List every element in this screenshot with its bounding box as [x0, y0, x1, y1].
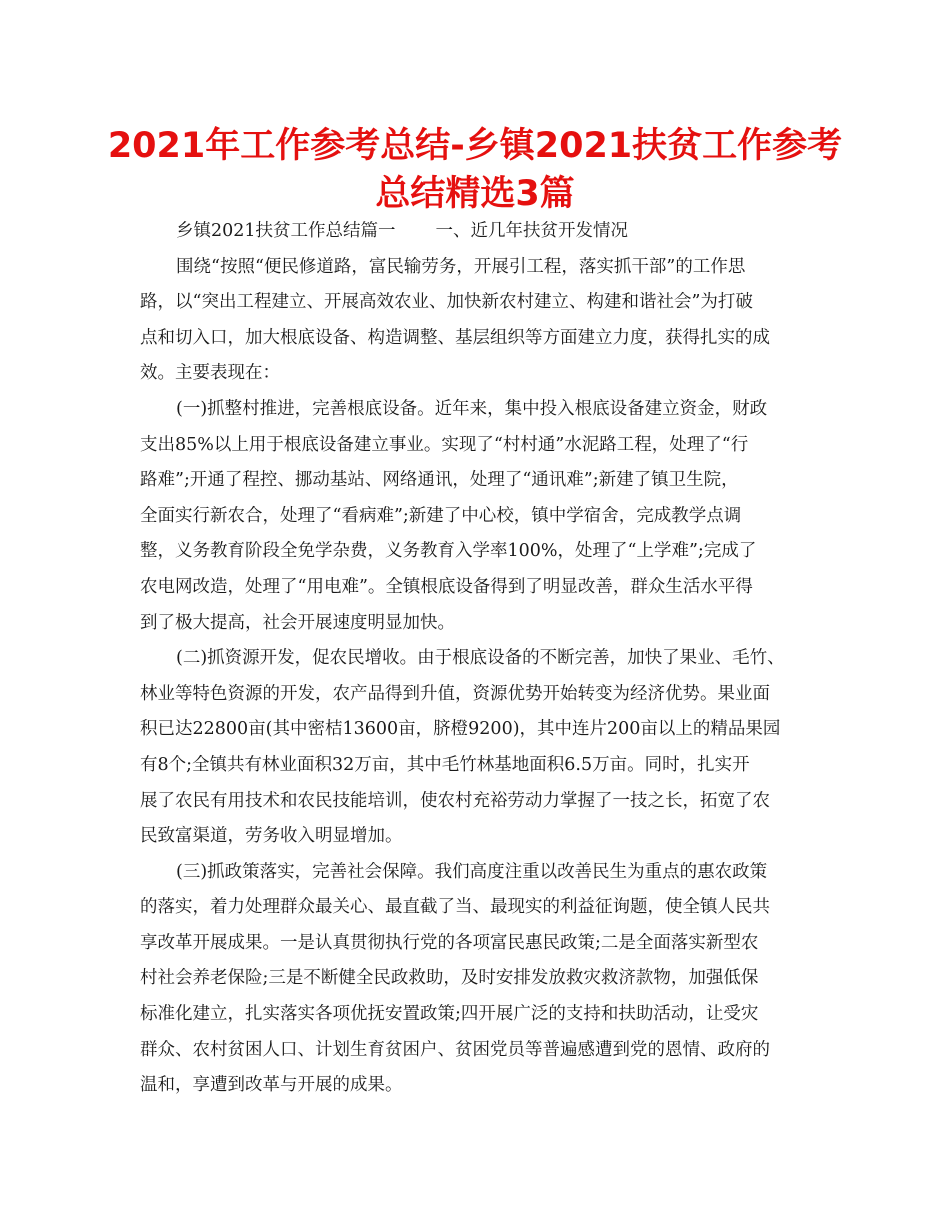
paragraph-line: 整，义务教育阶段全免学杂费，义务教育入学率100%，处理了“上学难”;完成了: [140, 541, 757, 562]
paragraph-line: 群众、农村贫困人口、计划生育贫困户、贫困党员等普遍感遭到党的恩情、政府的: [140, 1039, 770, 1060]
paragraph-1: [140, 250, 820, 392]
paragraph-line: 路，以“突出工程建立、开展高效农业、加快新农村建立、构建和谐社会”为打破: [140, 292, 753, 313]
paragraph-line: 支出85%以上用于根底设备建立事业。实现了“村村通”水泥路工程，处理了“行: [140, 434, 749, 455]
paragraph-line: 有8个;全镇共有林业面积32万亩，其中毛竹林基地面积6.5万亩。同时，扎实开: [140, 754, 750, 775]
intro-section-heading: 乡镇2021扶贫工作总结篇一: [176, 221, 396, 241]
paragraph-line: 林业等特色资源的开发，农产品得到升值，资源优势开始转变为经济优势。果业面: [140, 683, 770, 704]
paragraph-line: 的落实，着力处理群众最关心、最直截了当、最现实的利益征询题，使全镇人民共: [140, 897, 770, 918]
paragraph-line: 标准化建立，扎实落实各项优抚安置政策;四开展广泛的支持和扶助活动，让受灾: [140, 1004, 759, 1025]
paragraph-line: 温和，享遭到改革与开展的成果。: [140, 1075, 403, 1096]
paragraph-2: [140, 392, 820, 641]
paragraph-line: 村社会养老保险;三是不断健全民政救助，及时安排发放救灾救济款物，加强低保: [140, 968, 759, 989]
paragraph-line: (三)抓政策落实，完善社会保障。我们高度注重以改善民生为重点的惠农政策: [176, 861, 768, 882]
paragraph-line: 享改革开展成果。一是认真贯彻执行党的各项富民惠民政策;二是全面落实新型农: [140, 932, 759, 953]
paragraph-3: [140, 641, 820, 855]
document-body: [140, 214, 820, 1104]
title-line-2: 总结精选3篇: [375, 174, 575, 214]
document-title: [60, 122, 890, 218]
paragraph-line: 农电网改造，处理了“用电难”。全镇根底设备得到了明显改善，群众生活水平得: [140, 576, 753, 597]
title-line-1: 2021年工作参考总结-乡镇2021扶贫工作参考: [107, 126, 843, 166]
paragraph-line: 点和切入口，加大根底设备、构造调整、基层组织等方面建立力度，获得扎实的成: [140, 327, 770, 348]
paragraph-line: 到了极大提高，社会开展速度明显加快。: [140, 612, 455, 633]
paragraph-line: 积已达22800亩(其中密桔13600亩，脐橙9200)，其中连片200亩以上的精品果园: [140, 719, 781, 740]
paragraph-line: (一)抓整村推进，完善根底设备。近年来，集中投入根底设备建立资金，财政: [176, 398, 768, 419]
intro-subheading: 一、近几年扶贫开发情况: [435, 221, 629, 241]
intro-line: [140, 214, 820, 250]
paragraph-line: 民致富渠道，劳务收入明显增加。: [140, 826, 403, 847]
paragraph-line: 全面实行新农合，处理了“看病难”;新建了中心校，镇中学宿舍，完成教学点调: [140, 505, 742, 526]
paragraph-line: 效。主要表现在：: [140, 363, 280, 384]
paragraph-line: 路难”;开通了程控、挪动基站、网络通讯，处理了“通讯难”;新建了镇卫生院，: [140, 470, 739, 491]
paragraph-4: [140, 855, 820, 1104]
paragraph-line: (二)抓资源开发，促农民增收。由于根底设备的不断完善，加快了果业、毛竹、: [176, 648, 785, 669]
paragraph-line: 展了农民有用技术和农民技能培训，使农村充裕劳动力掌握了一技之长，拓宽了农: [140, 790, 770, 811]
paragraph-line: 围绕“按照“便民修道路，富民输劳务，开展引工程，落实抓干部”的工作思: [176, 256, 746, 277]
